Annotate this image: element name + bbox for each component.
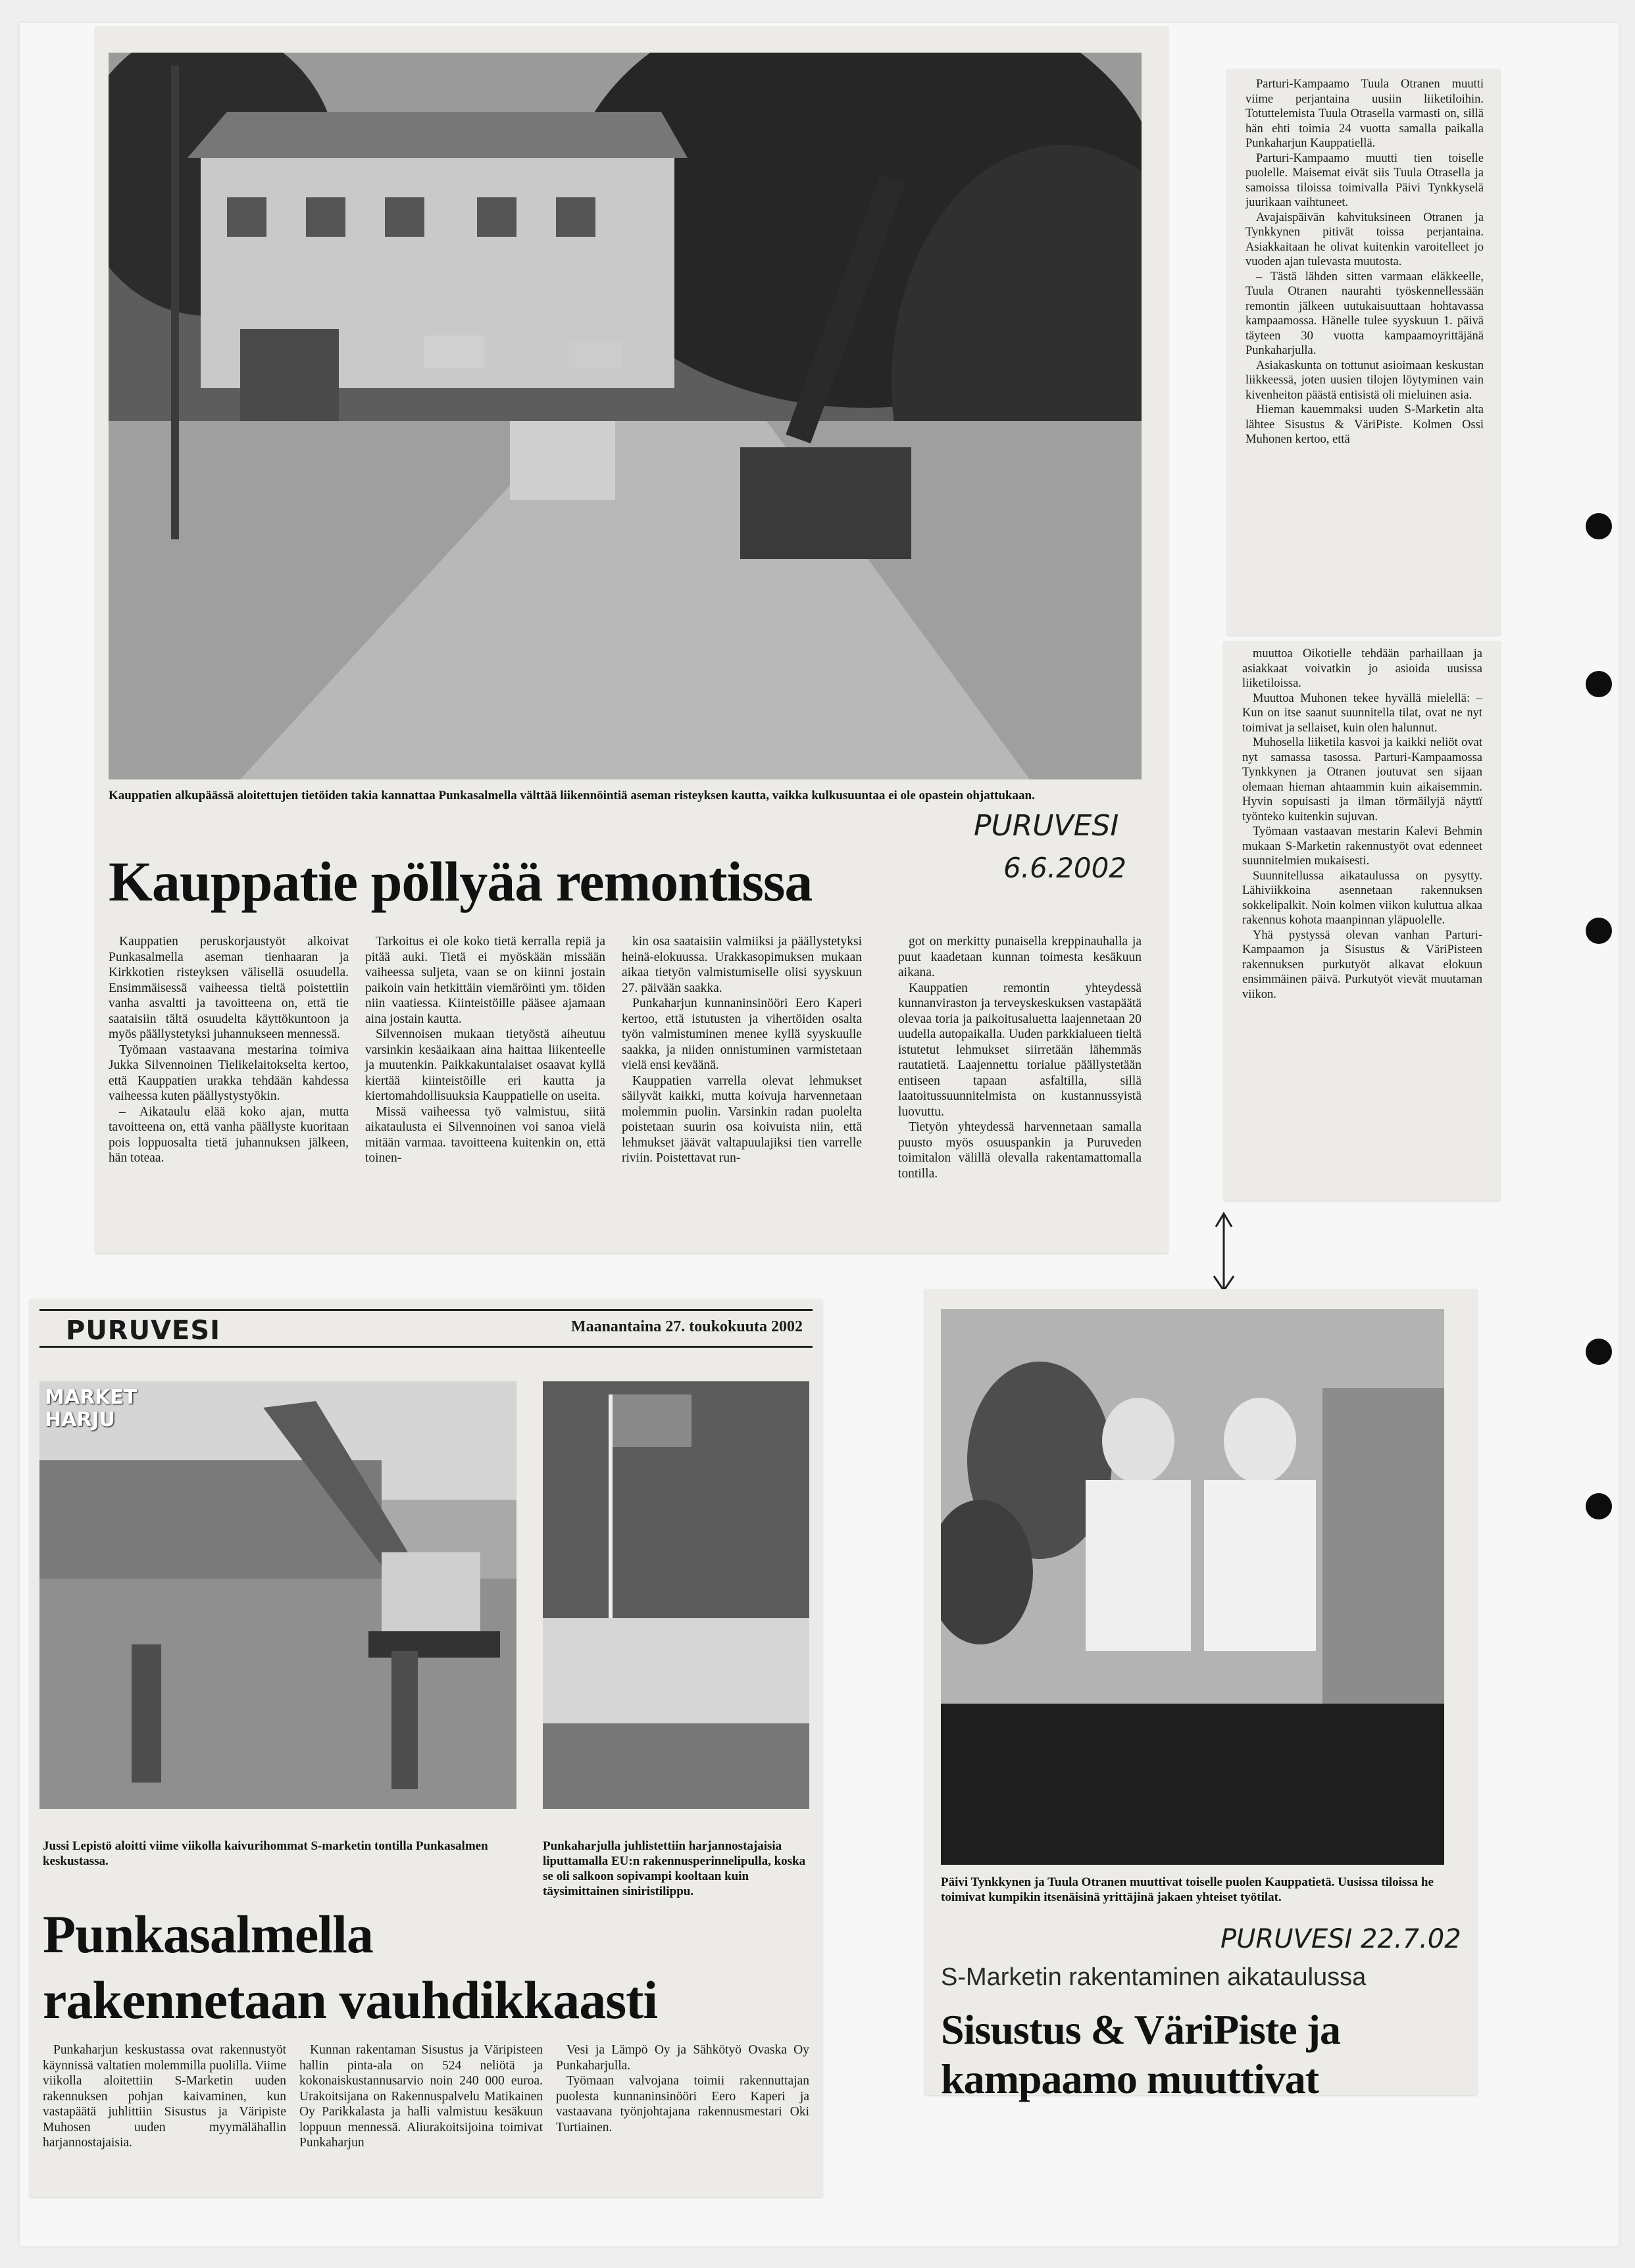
paragraph: Vesi ja Lämpö Oy ja Sähkötyö Ovaska Oy Punkaharjulla. <box>556 2043 809 2073</box>
paragraph: Punkaharjun kunnaninsinööri Eero Kaperi kertoo, että istutusten ja vihertöiden osalta työn valmistuminen menee kyllä syyskuulle saakka, ja niiden onnistuminen varmistetaan vielä ensi keväänä. <box>622 997 862 1072</box>
paragraph: Parturi-Kampaamo muutti tien toiselle puolelle. Maisemat eivät siis Tuula Otrasella ja samoissa tiloissa toimivalla Päivi Tynkkyselä juurikaan vaihtuneet. <box>1245 151 1484 209</box>
article-column-2 <box>365 934 605 1166</box>
paragraph: – Aikataulu elää koko ajan, mutta tavoitteena on, että vanha päällyste kuoritaan pois loppuosalta tietä juhannuksen jälkeen, hän toteaa. <box>109 1104 349 1165</box>
paragraph: Tarkoitus ei ole koko tietä kerralla repiä ja pitää auki. Tietä ei myöskään missään vaiheessa suljeta, vaan se on kiinni jostain paikoin vain hetkittäin viemäröinti ym. töiden niin vaatiessa. Kiinteistöille pääsee ajamaan aina jostain kautta. <box>365 935 605 1026</box>
article-headline-line2: kampaamo muuttivat <box>941 2056 1319 2102</box>
paragraph: Yhä pystyssä olevan vanhan Parturi-Kampaamon ja Sisustus & VäriPisteen rakennuksen purkutyöt alkavat elokuun ensimmäinen päivä. Purkutyöt vievät muutaman viikon. <box>1242 928 1482 1001</box>
article-column-4 <box>898 934 1142 1181</box>
punch-hole <box>1586 918 1612 944</box>
hairdressers-scene-illustration <box>941 1309 1444 1865</box>
flag-photo <box>543 1381 809 1809</box>
paragraph: Suunnitellussa aikataulussa on pysytty. Lähiviikkoina asennetaan rakennuksen sokkelipalkit. Noin kolmen viikon kuluttua alkaa rakennus kohota maanpinnan yläpuolelle. <box>1242 869 1482 927</box>
paragraph: Parturi-Kampaamo Tuula Otranen muutti viime perjantaina uusiin liiketiloihin. Totuttelemista Tuula Otrasella varmasti on, sillä hän ehti toimia 24 vuotta samalla paikalla Punkaharjun Kauppatiellä. <box>1245 78 1484 150</box>
article-column-3 <box>622 934 862 1166</box>
photo-caption-left: Jussi Lepistö aloitti viime viikolla kaivurihommat S-marketin tontilla Punkasalmen keskustassa. <box>43 1839 488 1868</box>
masthead-rule <box>39 1309 813 1311</box>
article-headline: Kauppatie pöllyää remontissa <box>109 850 813 913</box>
market-sign: MARKET HARJU <box>45 1386 138 1431</box>
excavator-photo <box>39 1381 516 1809</box>
clipping-parturi-part2 <box>1224 641 1500 1200</box>
paragraph: kin osa saataisiin valmiiksi ja päällystetyksi heinä-elokuussa. Urakkasopimuksen mukaan aikaa tietyön valmistumiselle olisi syyskuun 27. päivään saakka. <box>622 935 862 995</box>
article-column-3 <box>556 2042 809 2135</box>
paper-masthead <box>39 1309 813 1346</box>
photo-caption: Kauppatien alkupäässä aloitettujen tietöiden takia kannattaa Punkasalmella välttää liikennöintiä aseman risteyksen kautta, vaikka kulkusuuntaa ei ole opastein ohjattukaan. <box>109 789 1035 802</box>
paragraph: Asiakaskunta on tottunut asioimaan keskustan liikkeessä, joten uusien tilojen löytyminen vain kivenheiton päästä entisistä oli mieluinen asia. <box>1245 358 1484 402</box>
paragraph: Avajaispäivän kahvituksineen Otranen ja Tynkkynen pitivät toissa perjantaina. Asiakkaitaan he olivat kuitenkin varoitelleet jo vuoden ajan tulevasta muutosta. <box>1245 210 1484 268</box>
excavator-scene-illustration <box>39 1381 516 1809</box>
punch-hole <box>1586 513 1612 539</box>
article-column-2 <box>299 2042 543 2151</box>
article-headline-line1: Sisustus & VäriPiste ja <box>941 2006 1340 2053</box>
paragraph: muuttoa Oikotielle tehdään parhaillaan ja asiakkaat voivatkin jo asioida uusissa liiketiloissa. <box>1242 647 1482 690</box>
paragraph: Kunnan rakentaman Sisustus ja Väripisteen hallin pinta-ala on 524 neliötä ja kokonaiskustannusarvio noin 240 000 euroa. Urakoitsijana on Rakennuspalvelu Matikainen Oy Parikkalasta ja halli valmistuu kesäkuun loppuun mennessä. Aliurakoitsijoina toimivat Punkaharjun <box>299 2043 543 2150</box>
handwritten-source-date: PURUVESI 22.7.02 <box>1220 1924 1461 1954</box>
article-column-1 <box>43 2042 286 2151</box>
punch-hole <box>1586 671 1612 697</box>
article-column <box>1242 647 1482 1002</box>
clipping-punkasalmella <box>30 1299 822 2197</box>
punch-hole <box>1586 1493 1612 1519</box>
paragraph: Työmaan vastaavana mestarina toimiva Jukka Silvennoinen Tielikelaitokselta kertoo, että Kauppatien urakka tehdään kahdessa vaiheessa kuten päällystystyökin. <box>109 1043 349 1103</box>
clipping-kauppatie <box>95 26 1168 1253</box>
paragraph: Työmaan vastaavan mestarin Kalevi Behmin mukaan S-Marketin rakennustyöt ovat edenneet suunnitelmien mukaisesti. <box>1242 825 1482 868</box>
paragraph: Kauppatien peruskorjaustyöt alkoivat Punkasalmella aseman tienhaaran ja Kirkkotien risteyksen välisellä osuudella. Ensimmäisessä vaiheessa tieltä poistettiin vanha asvaltti ja tavoitteena on, että tie saataisiin tältä osuudelta käyttökuntoon ja myös päällystetyksi juhannukseen mennessä. <box>109 935 349 1041</box>
handwritten-date: 6.6.2002 <box>1003 852 1127 884</box>
masthead-rule <box>39 1346 813 1348</box>
paragraph: Missä vaiheessa työ valmistuu, siitä aikataulusta ei Silvennoinen voi sanoa vielä mitään varmaa. tavoitteena kuitenkin on, että toinen- <box>365 1104 605 1165</box>
article-column <box>1245 77 1484 447</box>
paragraph: – Tästä lähden sitten varmaan eläkkeelle, Tuula Otranen naurahti työskennellessään remontin jälkeen uutukaisuuttaan hohtavassa kampaamossa. Hänelle tulee syyskuun 1. päivä täyteen 30 vuotta kampaamoyrittäjänä Punkaharjulla. <box>1245 270 1484 357</box>
paragraph: got on merkitty punaisella kreppinauhalla ja puut kaadetaan kunnan toimesta kesäkuun aikana. <box>898 935 1142 979</box>
paragraph: Muuttoa Muhonen tekee hyvällä mielellä: – Kun on itse saanut suunnitella tilat, ovat ne nyt toimivat ja sellaiset, kuin olen halunnut. <box>1242 691 1482 735</box>
paper-name: PURUVESI <box>66 1316 221 1346</box>
photo-caption: Päivi Tynkkynen ja Tuula Otranen muuttivat toiselle puolen Kauppatietä. Uusissa tiloissa he toimivat kumpikin itsenäisinä yrittäjinä jakaen yhteiset työtilat. <box>941 1875 1434 1904</box>
article-subheading: S-Marketin rakentaminen aikataulussa <box>941 1963 1367 1991</box>
hairdressers-photo <box>941 1309 1444 1865</box>
paragraph: Muhosella liiketila kasvoi ja kaikki neliöt ovat nyt samassa tasossa. Parturi-Kampaamossa Tynkkynen ja Otranen joutuvat sen sijaan olemaan hieman ahtaammin kuin aikaisemmin. Hyvin sopuisasti ja ilman törmäilyjä näyttï työnteko kuitenkin sujuvan. <box>1242 736 1482 824</box>
article-headline-line1: Punkasalmella <box>43 1904 373 1964</box>
paper-date: Maanantaina 27. toukokuuta 2002 <box>570 1318 803 1335</box>
punch-hole <box>1586 1339 1612 1365</box>
handwritten-source: PURUVESI <box>974 809 1119 843</box>
photo-caption-right: Punkaharjulla juhlistettiin harjannostajaisia liputtamalla EU:n rakennusperinnelipulla, koska se oli salkoon sopivampi kooltaan kuin täysimittainen siniristilippu. <box>543 1839 806 1898</box>
article-headline-line2: rakennetaan vauhdikkaasti <box>43 1970 658 2030</box>
paragraph: Tietyön yhteydessä harvennetaan samalla puusto myös osuuspankin ja Puruveden toimitalon välillä olevalla rakentamattomalla tontilla. <box>898 1120 1142 1181</box>
handwritten-arrow-icon <box>1204 1210 1244 1296</box>
paragraph: Kauppatien varrella olevat lehmukset säilyvät kaikki, mutta koivuja harvennetaan molemmin puolin. Varsinkin radan puolelta poistetaan suurin osa koivuista niin, että lehmukset jäävät valtapuulajiksi tien varrelle riviin. Poistettavat run- <box>622 1073 862 1165</box>
flag-scene-illustration <box>543 1381 809 1809</box>
paragraph: Silvennoisen mukaan tietyöstä aiheutuu varsinkin kesäaikaan aina haittaa liikenteelle ja muutenkin. Paikkakuntalaiset osaavat kyllä kiertää kiinteistöille eri kautta ja kiertomahdollisuuksia Kauppatielle on useita. <box>365 1027 605 1103</box>
article-column-1 <box>109 934 349 1166</box>
roadwork-photo <box>109 53 1142 779</box>
paragraph: Hieman kauemmaksi uuden S-Marketin alta lähtee Sisustus & VäriPiste. Kolmen Ossi Muhonen kertoo, että <box>1245 403 1484 446</box>
roadwork-scene-illustration <box>109 53 1142 779</box>
clipping-parturi-part1 <box>1227 69 1500 635</box>
paragraph: Kauppatien remontin yhteydessä kunnanviraston ja terveyskeskuksen vastapäätä olevaa toria ja paikoitusaluetta laajennetaan 20 uudella autopaikalla. Uuden parkkialueen tieltä istutetut lehmukset siirretään lähemmäs rautatietä. Laajennettu torialue päällystetään entiseen tapaan asfaltilla, sillä laatoitussuunnitelmista on kustannussyistä luovuttu. <box>898 981 1142 1119</box>
clipping-sisustus-varipiste <box>924 1289 1477 2102</box>
paragraph: Punkaharjun keskustassa ovat rakennustyöt käynnissä valtatien molemmilla puolilla. Viime viikolla aloitettiin S-Marketin uuden rakennuksen pohjan kaivaminen, kun vastapäätä juhlittiin Sisustus ja Väripiste Muhosen uuden myymälähallin harjannostajaisia. <box>43 2043 286 2150</box>
paragraph: Työmaan valvojana toimii rakennuttajan puolesta kunnaninsinööri Eero Kaperi ja vastaavana työnjohtajana rakennusmestari Oki Turtiainen. <box>556 2074 809 2134</box>
